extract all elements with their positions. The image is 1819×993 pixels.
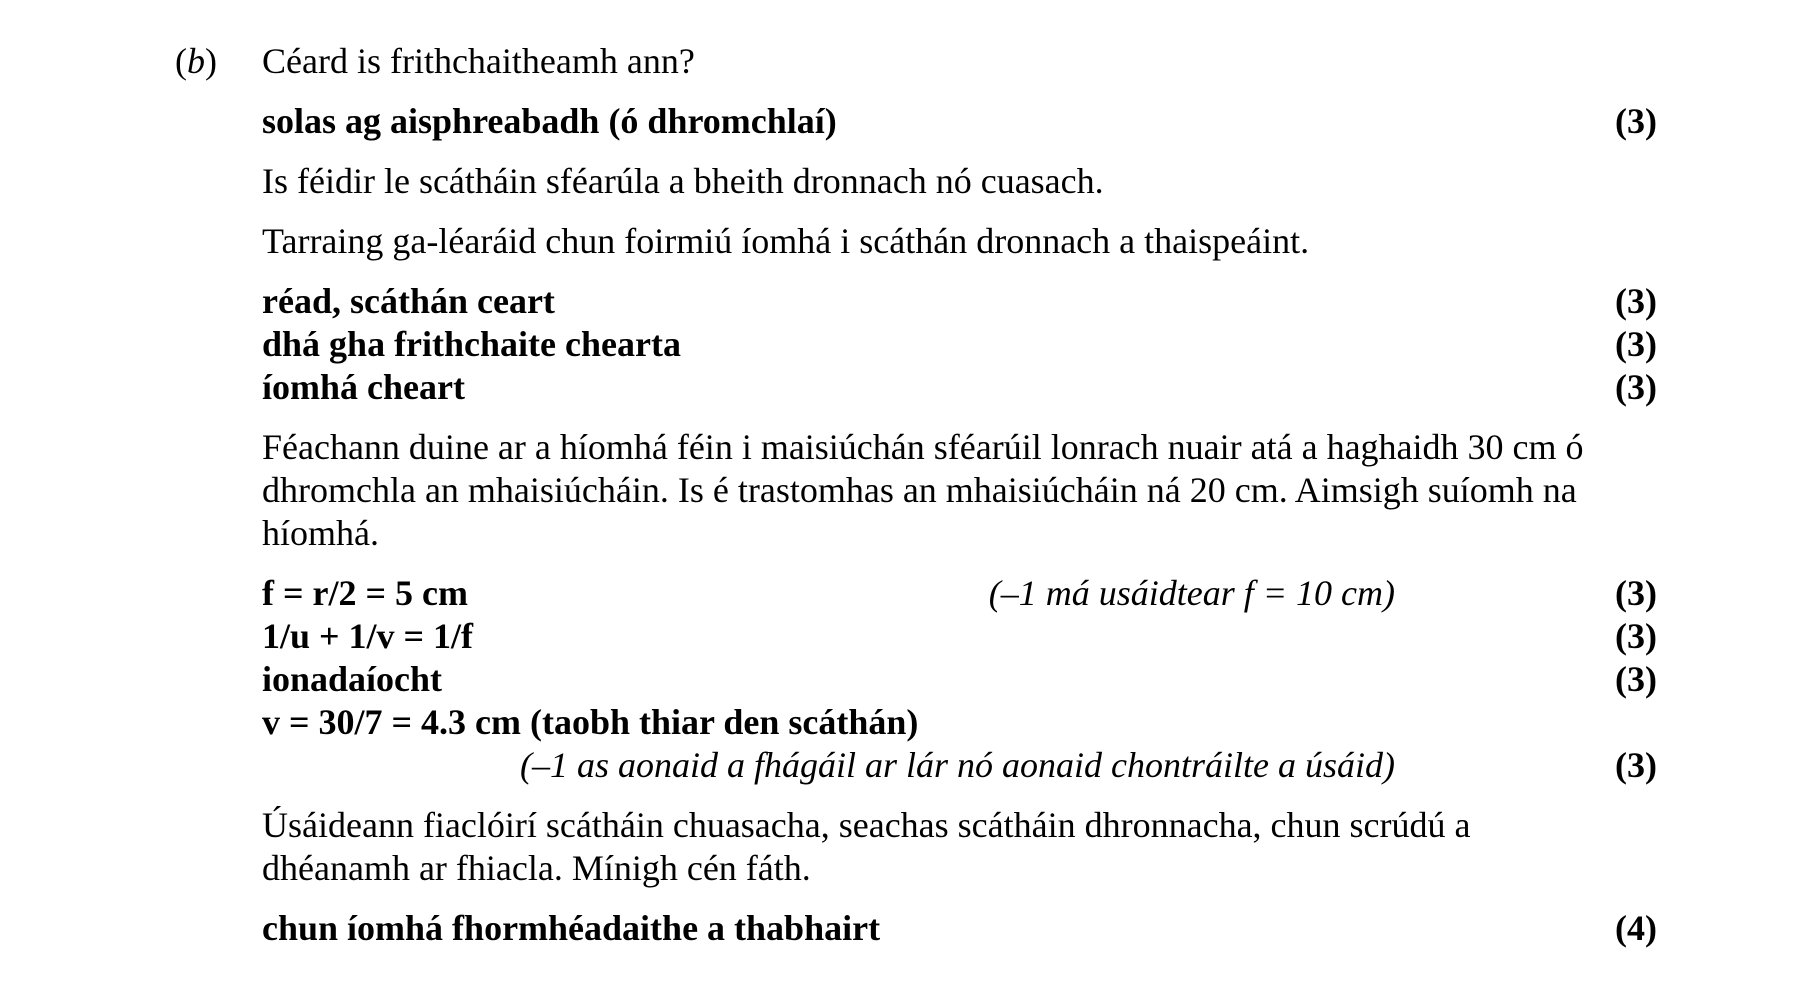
answer-3-mark: (3) — [1615, 659, 1657, 699]
answer-2-row — [262, 323, 1657, 366]
answer-2-row — [262, 366, 1657, 409]
answer-2-text: réad, scáthán ceart — [262, 281, 555, 321]
answer-3-row — [262, 744, 1657, 787]
answer-3-mark: (3) — [1615, 745, 1657, 785]
answer-3-row — [262, 572, 1657, 615]
answer-3-mark: (3) — [1615, 573, 1657, 613]
answer-3-text: ionadaíocht — [262, 659, 443, 699]
answer-2-text: íomhá cheart — [262, 367, 465, 407]
answer-2-text: dhá gha frithchaite chearta — [262, 324, 681, 364]
answer-1-row — [262, 100, 1657, 143]
question-3-line: híomhá. — [262, 513, 379, 553]
answer-2-row — [262, 280, 1657, 323]
question-4-line: Úsáideann fiaclóirí scátháin chuasacha, seachas scátháin dhronnacha, chun scrúdú a — [262, 805, 1471, 845]
statement-1: Is féidir le scátháin sféarúla a bheith dronnach nó cuasach. — [262, 161, 1104, 201]
part-label-open: ( — [175, 41, 187, 81]
question-3-line: Féachann duine ar a híomhá féin i maisiúchán sféarúil lonrach nuair atá a haghaidh 30 cm ó — [262, 427, 1584, 467]
question-2: Tarraing ga-léaráid chun foirmiú íomhá i scáthán dronnach a thaispeáint. — [262, 221, 1310, 261]
answer-3-note: (–1 as aonaid a fhágáil ar lár nó aonaid chontráilte a úsáid) — [519, 745, 1395, 785]
answer-2-group — [262, 280, 1657, 409]
part-label — [175, 40, 217, 83]
answer-3-text: v = 30/7 = 4.3 cm (taobh thiar den scáthán) — [262, 702, 919, 742]
answer-3-row — [262, 658, 1657, 701]
answer-2-mark: (3) — [1615, 367, 1657, 407]
answer-4-row — [262, 907, 1657, 950]
question-3-line: dhromchla an mhaisiúcháin. Is é trastomhas an mhaisiúcháin ná 20 cm. Aimsigh suíomh na — [262, 470, 1577, 510]
answer-2-mark: (3) — [1615, 324, 1657, 364]
question-content — [262, 40, 1657, 950]
question-4 — [262, 804, 1657, 890]
answer-3-text: f = r/2 = 5 cm — [262, 573, 468, 613]
answer-1: solas ag aisphreabadh (ó dhromchlaí) — [262, 101, 837, 141]
answer-3-mark: (3) — [1615, 616, 1657, 656]
part-label-letter: b — [187, 41, 205, 81]
answer-3-note: (–1 má usáidtear f = 10 cm) — [988, 573, 1395, 613]
answer-1-mark: (3) — [1615, 101, 1657, 141]
answer-3-group — [262, 572, 1657, 787]
answer-3-row — [262, 615, 1657, 658]
answer-2-mark: (3) — [1615, 281, 1657, 321]
answer-3-row — [262, 701, 1657, 744]
answer-4: chun íomhá fhormhéadaithe a thabhairt — [262, 908, 881, 948]
answer-4-mark: (4) — [1615, 908, 1657, 948]
question-4-line: dhéanamh ar fhiacla. Mínigh cén fáth. — [262, 848, 811, 888]
part-label-close: ) — [205, 41, 217, 81]
question-3 — [262, 426, 1657, 555]
question-1: Céard is frithchaitheamh ann? — [262, 41, 695, 81]
answer-3-text: 1/u + 1/v = 1/f — [262, 616, 474, 656]
